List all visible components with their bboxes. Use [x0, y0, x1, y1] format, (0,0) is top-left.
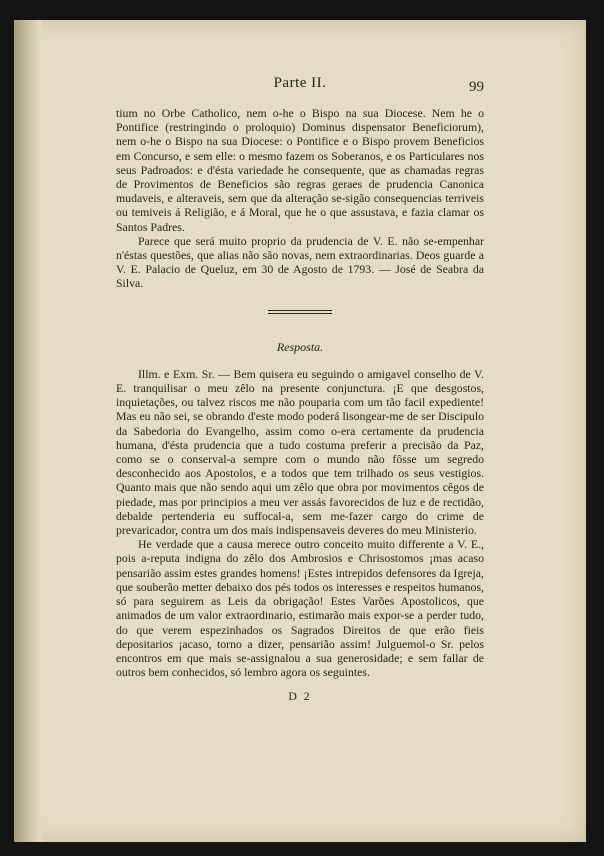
page-number: 99 [469, 79, 484, 95]
page-header [116, 72, 484, 106]
response-paragraph-2: He verdade que a causa merece outro conceito muito differente a V. E., pois a-reputa indigna do zêlo dos Ambrosios e Chrisostomos ¡mas acaso pensarião assim estes grandes homens! ¡Estes intrepidos defensores da Igreja, que souberão metter debaixo dos pés todos os interesses e respeitos humanos, só para seguirem as Leis da obrigação! Estes Varões Apostolicos, que animados de um valor extraordinario, estimarão mais expor-se a perder tudo, do que verem espezinhados os Sagrados Direitos de que erão fieis depositarios ¡acaso, torno a dizer, pensarião assim! Julguemol-o Sr. pelos encontros em que mais se-assignalou a sua generosidade; e sem fallar de outros bem conhecidos, só lembro agora os seguintes. [116, 537, 484, 680]
running-head: Parte II. [273, 75, 327, 91]
letter-paragraph-continued: tium no Orbe Catholico, nem o-he o Bispo na sua Diocese. Nem he o Pontifice (restringindo o proloquio) Dominus dispensator Beneficiorum), nem o-he o Bispo na sua Diocese: o Pontifice e o Bispo provem Beneficios em Concurso, e sem elle: o mesmo fazem os Soberanos, e os Particulares nos seus Padroados: e d'ésta variedade he consequente, que as chamadas regras de Provimentos de Beneficios são regras geraes de prudencia Canonica mudaveis, e alteraveis, sem que da alteração se-sigão consequencias terriveis ou temiveis á Religião, e á Moral, que he o que assustava, e fazia clamar os Santos Padres. [116, 106, 484, 234]
response-heading: Resposta. [276, 339, 324, 354]
book-page [14, 20, 586, 842]
response-paragraph-1: Illm. e Exm. Sr. — Bem quisera eu seguindo o amigavel conselho de V. E. tranquilisar o meu zêlo na presente conjunctura. ¡E que desgostos, inquietações, ou talvez riscos me não pouparia com um tão facil expediente! Mas eu não sei, se obrando d'este modo poderá lisongear-me de ser Discipulo da Sabedoria do Evangelho, assim como o-era certamente da prudencia humana, d'ésta prudencia que a tudo costuma preferir a precisão da Paz, como se o conserval-a sempre com o mundo não fôsse um segredo desconhecido aos Apostolos, e a todos que tem trilhado os seus vestigios. Quanto mais que não sendo aqui um zêlo que obra por movimentos cêgos de piedade, mas por principios a meu ver assás favorecidos de luz e de rectidão, debalde pertenderia eu suffocal-a, sem me-fazer cargo do crime de prevaricador, contra um dos mais indispensaveis deveres do meu Ministerio. [116, 366, 484, 538]
letter-paragraph-closing: Parece que será muito proprio da prudencia de V. E. não se-empenhar n'éstas questões, que alias não são novas, nem extraordinarias. Deos guarde a V. E. Palacio de Queluz, em 30 de Agosto de 1793. — José de Seabra da Silva. [116, 233, 484, 291]
section-divider-rule [268, 310, 332, 314]
signature-mark: D 2 [288, 689, 312, 704]
page-content [116, 72, 484, 704]
page-spine-shadow [14, 20, 42, 842]
